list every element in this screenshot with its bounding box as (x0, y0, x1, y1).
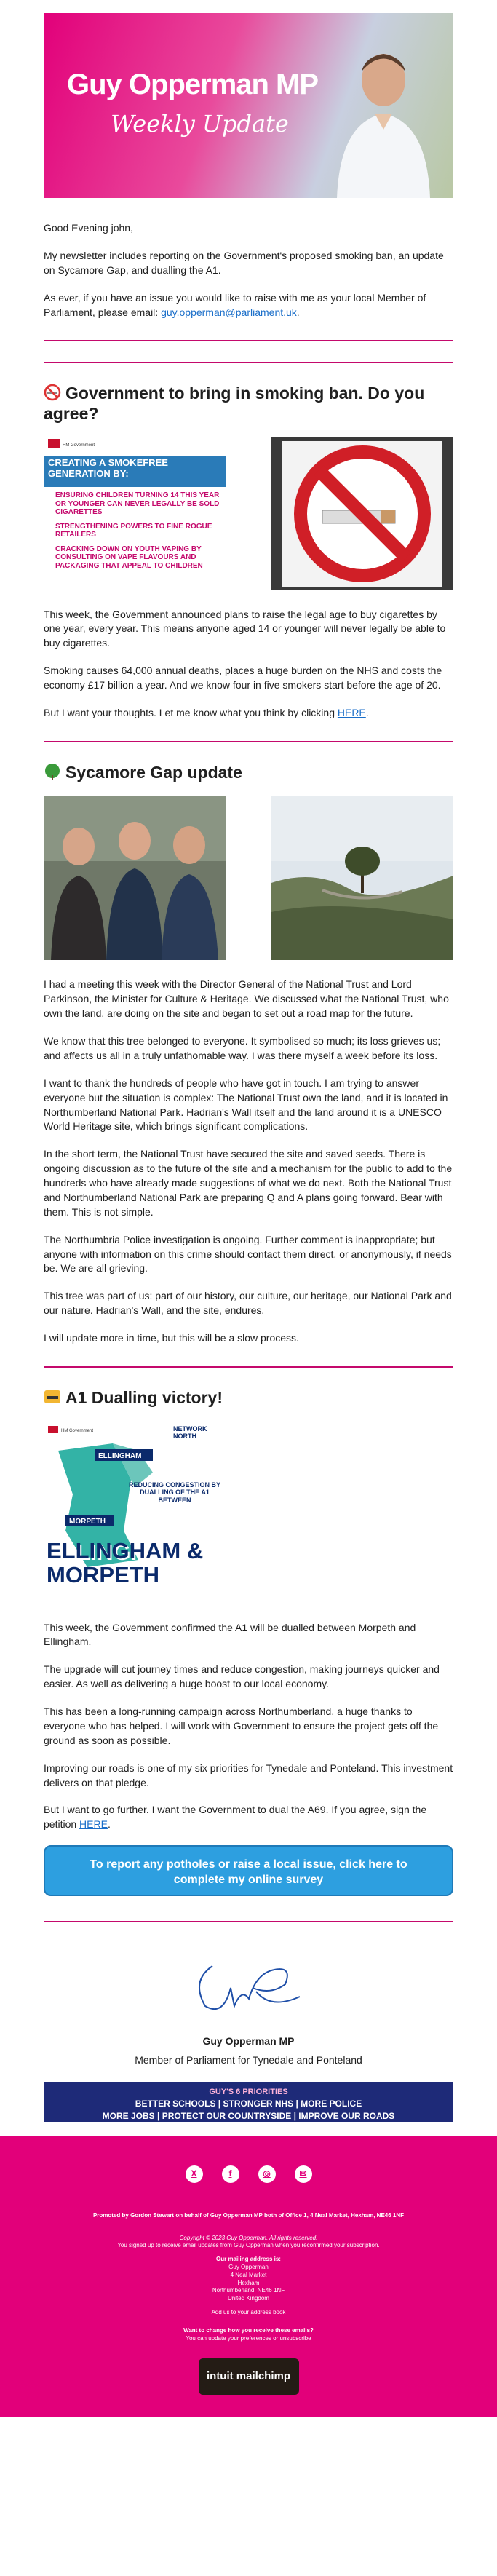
a1-graphic-caption: REDUCING CONGESTION BY DUALLING OF THE A1 BETWEEN (128, 1481, 220, 1504)
x-icon[interactable]: X (186, 2165, 203, 2183)
sycamore-paragraph: The Northumbria Police investigation is ongoing. Further comment is inappropriate; but anyone with information on this crime should contact them direct, or anonymously, if needs be. We are all grieving. (44, 1233, 452, 1275)
a1-graphic-place1: ELLINGHAM (98, 1451, 142, 1460)
smoking-paragraph: This week, the Government announced plans to raise the legal age to buy cigarettes by one year, every year. This means anyone aged 14 or younger will never legally be able to buy cigarettes. (44, 608, 446, 649)
smokefree-graphic (44, 437, 226, 590)
a1-paragraph: Improving our roads is one of my six priorities for Tynedale and Ponteland. This investment delivers on that pledge. (44, 1761, 453, 1788)
a1-paragraph: But I want to go further. I want the Government to dual the A69. If you agree, sign the petition HERE. (44, 1804, 427, 1831)
header-subtitle: Weekly Update (111, 110, 289, 138)
construction-icon (44, 1388, 61, 1406)
facebook-icon[interactable]: f (222, 2165, 239, 2183)
mailing-title: Our mailing address is: (216, 2256, 281, 2263)
meeting-photo (44, 796, 226, 960)
sycamore-paragraph: We know that this tree belonged to everyone. It symbolised so much; its loss grieves us; and affects us all in a truly unfathomable way. I was there myself a week before its loss. (44, 1035, 441, 1061)
promoted-by: Promoted by Gordon Stewart on behalf of Guy Opperman MP both of Office 1, 4 Neal Market, Hexham, NE46 1NF (92, 2211, 405, 2219)
sycamore-gap-photo (271, 796, 453, 960)
signature (183, 1944, 314, 2024)
a1-paragraph: The upgrade will cut journey times and reduce congestion, making journeys quicker and easier. As well as delivering a huge boost to our local economy. (44, 1663, 440, 1690)
smoking-heading: Government to bring in smoking ban. Do you agree? (44, 384, 425, 423)
address-line: Guy Opperman (228, 2263, 269, 2270)
sycamore-paragraph: This tree was part of us: part of our history, our culture, our heritage, our National Park and our nature. Hadrian's Wall, and the site, endures. (44, 1290, 452, 1317)
address-line: 4 Neal Market (230, 2271, 267, 2278)
smoking-paragraph: Smoking causes 64,000 annual deaths, places a huge burden on the NHS and costs the economy £17 billion a year. And we know four in five smokers start before the age of 20. (44, 665, 442, 691)
portrait-photo (333, 42, 433, 198)
sycamore-paragraph: In the short term, the National Trust have secured the site and saved seeds. There is ongoing discussion as to the future of the site and a mechanism for the public to add to the hundreds who have already made suggestions of what we do next. Both the National Trust and Northumberland National Park are preparing Q and A plans going forward. Bear with them. This is not simple. (44, 1148, 453, 1218)
change-question: Want to change how you receive these emails? (183, 2326, 314, 2334)
smoking-feedback-link[interactable]: HERE (337, 706, 366, 718)
priorities-line1: BETTER SCHOOLS | STRONGER NHS | MORE POLICE (135, 2099, 362, 2109)
a1-graphic-place2: MORPETH (69, 1517, 106, 1526)
graphic-dept: HM Government (63, 443, 95, 448)
no-smoking-photo (271, 437, 453, 590)
sycamore-paragraph: I had a meeting this week with the Director General of the National Trust and Lord Parkinson, the Minister for Culture & Heritage. We discussed what the National Trust, who own the land, are doing on the site and began to set out a road map for the future. (44, 978, 449, 1020)
smoking-paragraph: But I want your thoughts. Let me know what you think by clicking HERE. (44, 706, 369, 718)
signup-note: You signed up to receive email updates from Guy Opperman when you reconfirmed your subscription. (117, 2242, 380, 2249)
priorities-banner (44, 2082, 453, 2122)
network-north-logo: NETWORK NORTH (173, 1425, 207, 1440)
email-link[interactable]: guy.opperman@parliament.uk (161, 306, 297, 318)
contact-paragraph: As ever, if you have an issue you would like to raise with me as your local Member of Parliament, please email: guy.opperman@parliament.uk. (44, 291, 426, 318)
a1-paragraph: This has been a long-running campaign across Northumberland, a huge thanks to everyone who has helped. I will work with Government to ensure the project gets off the ground as soon as possible. (44, 1705, 439, 1746)
graphic-bullet: ENSURING CHILDREN TURNING 14 THIS YEAR OR YOUNGER CAN NEVER LEGALLY BE SOLD CIGARETTES (55, 491, 220, 516)
survey-button[interactable]: To report any potholes or raise a local issue, click here to complete my online survey (44, 1845, 453, 1896)
sycamore-paragraph: I will update more in time, but this will be a slow process. (44, 1332, 299, 1344)
no-smoking-icon (44, 384, 61, 401)
priorities-title: GUY'S 6 PRIORITIES (209, 2087, 288, 2096)
website-icon[interactable]: ✉ (295, 2165, 312, 2183)
a1-heading: A1 Dualling victory! (44, 1388, 453, 1408)
greeting: Good Evening john, (44, 222, 133, 234)
graphic-bullet: CRACKING DOWN ON YOUTH VAPING BY CONSULTING ON VAPE FLAVOURS AND PACKAGING THAT APPEAL TO CHILDREN (55, 544, 203, 570)
tree-icon (44, 763, 61, 780)
divider (44, 362, 453, 363)
mailchimp-badge[interactable]: intuit mailchimp (199, 2358, 299, 2395)
instagram-icon[interactable]: ◎ (258, 2165, 276, 2183)
header-banner (44, 13, 453, 198)
graphic-bullet: STRENGTHENING POWERS TO FINE ROGUE RETAILERS (55, 522, 212, 539)
sycamore-paragraph: I want to thank the hundreds of people who have got in touch. I am trying to answer everyone but the situation is complex: The National Trust own the land, and it is located in Northumberland National Park. Hadrian's Wall itself and the land around it is a UNESCO World Heritage site, which brings significant complications. (44, 1077, 448, 1133)
footer (0, 2136, 497, 2417)
a1-graphic-dept: HM Government (61, 1428, 94, 1433)
preferences-link[interactable]: You can update your preferences or unsubscribe (186, 2334, 311, 2342)
divider (44, 1366, 453, 1368)
graphic-title: CREATING A SMOKEFREE GENERATION BY: (48, 457, 168, 479)
a1-graphic-title: ELLINGHAM & MORPETH (47, 1539, 204, 1588)
address-line: Northumberland, NE46 1NF (212, 2287, 285, 2294)
divider (44, 1921, 453, 1922)
divider (44, 340, 453, 341)
divider (44, 741, 453, 742)
intro-paragraph: My newsletter includes reporting on the Government's proposed smoking ban, an update on Sycamore Gap, and dualling the A1. (44, 249, 444, 276)
header-title: Guy Opperman MP (67, 68, 319, 100)
a1-graphic (44, 1422, 226, 1604)
a1-paragraph: This week, the Government confirmed the A1 will be dualled between Morpeth and Ellingham. (44, 1621, 416, 1648)
signoff-role: Member of Parliament for Tynedale and Ponteland (135, 2053, 362, 2066)
address-line: Hexham (237, 2279, 260, 2286)
signoff-name: Guy Opperman MP (202, 2035, 295, 2047)
priorities-line2: MORE JOBS | PROTECT OUR COUNTRYSIDE | IMPROVE OUR ROADS (102, 2111, 395, 2122)
address-line: United Kingdom (228, 2295, 269, 2302)
copyright: Copyright © 2023 Guy Opperman, All rights reserved. (179, 2234, 318, 2241)
sycamore-heading: Sycamore Gap update (44, 763, 453, 783)
petition-link[interactable]: HERE (79, 1818, 108, 1831)
add-address-book-link[interactable]: Add us to your address book (211, 2308, 286, 2315)
